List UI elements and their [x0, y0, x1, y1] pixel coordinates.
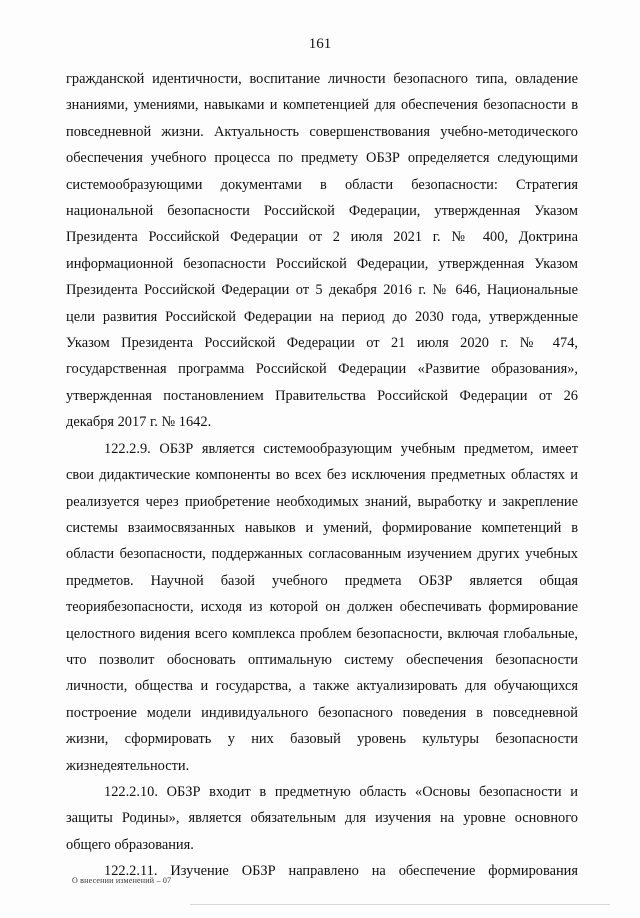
- footer-note: О внесении изменений – 07: [72, 876, 172, 885]
- page-number: 161: [308, 36, 332, 52]
- paragraph-122-2-10: 122.2.10. ОБЗР входит в предметную область «Основы безопасности и защиты Родины», является обязательным для изучения на уровне основного общего образования.: [66, 783, 578, 853]
- scan-artifact-line: [190, 904, 610, 905]
- document-body: [66, 66, 578, 885]
- paragraph-122-2-11: 122.2.11. Изучение ОБЗР направлено на обеспечение формирования: [104, 863, 578, 880]
- paragraph-122-2-9: 122.2.9. ОБЗР является системообразующим учебным предметом, имеет свои дидактические компоненты во всех без исключения предметных областях и реализуется через приобретение необходимых знаний, выработку и закрепление системы взаимосвязанных навыков и умений, формирование компетенций в области безопасности, поддержанных согласованным изучением других учебных предметов. Научной базой учебного предмета ОБЗР является общая теориябезопасности, исходя из которой он должен обеспечивать формирование целостного видения всего комплекса проблем безопасности, включая глобальные, что позволит обосновать оптимальную систему обеспечения безопасности личности, общества и государства, а также актуализировать для обучающихся построение модели индивидуального безопасного поведения в повседневной жизни, сформировать у них базовый уровень культуры безопасности жизнедеятельности.: [66, 440, 578, 774]
- paragraph-continuation: гражданской идентичности, воспитание личности безопасного типа, овладение знаниями, умениями, навыками и компетенцией для обеспечения безопасности в повседневной жизни. Актуальность совершенствования учебно-методического обеспечения учебного процесса по предмету ОБЗР определяется следующими системообразующими документами в области безопасности: Стратегия национальной безопасности Российской Федерации, утвержденная Указом Президента Российской Федерации от 2 июля 2021 г. № 400, Доктрина информационной безопасности Российской Федерации, утвержденная Указом Президента Российской Федерации от 5 декабря 2016 г. № 646, Национальные цели развития Российской Федерации на период до 2030 года, утвержденные Указом Президента Российской Федерации от 21 июля 2020 г. № 474, государственная программа Российской Федерации «Развитие образования», утвержденная постановлением Правительства Российской Федерации от 26 декабря 2017 г. № 1642.: [66, 71, 578, 431]
